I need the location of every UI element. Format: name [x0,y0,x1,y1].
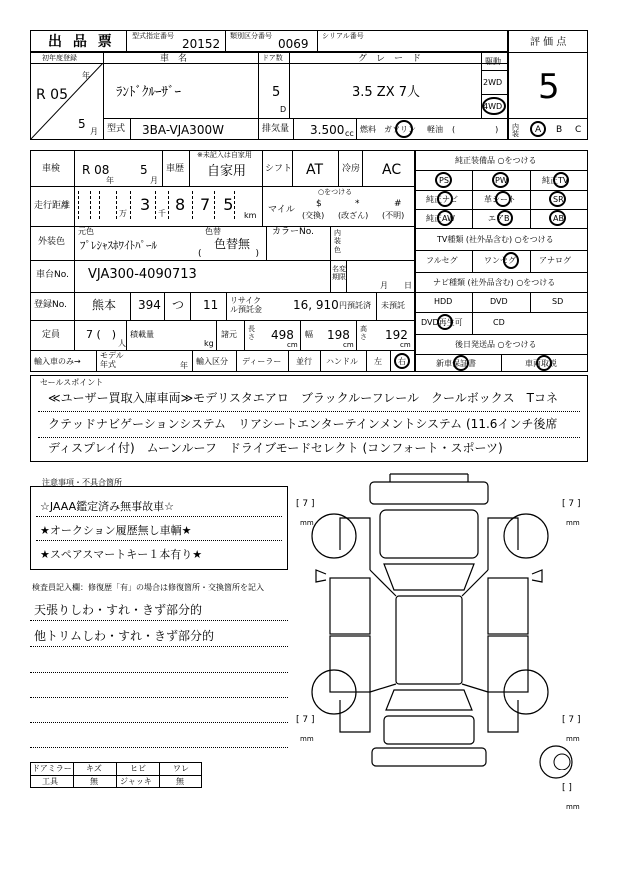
tire-rear-left: [ 7 ] [296,715,315,725]
length-value: 498 [271,328,294,342]
displacement-label: 排気量 [262,124,290,134]
load-unit: kg [204,339,214,348]
drive-4wd: 4WD [483,102,503,111]
recycle-status: 円預託済 [339,301,371,310]
fuel-gasoline: ガソリン [384,125,416,134]
handle-left: 左 [374,357,382,366]
sales-points-label: セールスポイント [40,378,104,387]
equip-ab: AB [553,214,564,223]
doors-suffix: D [280,105,287,114]
paint-value: 色替無 [214,237,251,251]
equip-genuine-navi: 純正ナビ [426,195,458,204]
damage-cell-2: ジャッキ [120,777,152,786]
capacity-value: 7 ( ) [86,328,117,341]
class-number-label: 類別区分番号 [230,32,272,40]
inspector-line-2: 他トリムしわ・すれ・きず部分的 [34,629,215,643]
capacity-unit: 人 [118,339,126,348]
inspector-line-1: 天張りしわ・すれ・きず部分的 [34,603,203,617]
chassis-label: 車台No. [36,270,69,280]
model-label: 型式 [107,124,126,134]
tire-spare: [ ] [562,783,572,793]
mileage-man-unit: 万 [119,209,127,218]
recycle-unpaid: 未預託 [381,301,405,310]
left-rear-door [330,636,370,692]
interior-a: A [535,125,542,135]
fuel-other: ( ) [452,125,499,134]
car-name-value: ﾗﾝﾄﾞｸﾙｰｻﾞｰ [116,85,181,100]
length-unit: cm [287,341,298,349]
serial-label: シリアル番号 [322,32,364,40]
chassis-value: VJA300-4090713 [88,267,197,282]
grade-points-label: 評 価 点 [530,37,567,48]
history-value: 自家用 [207,164,247,179]
doors-label: ドア数 [262,54,283,62]
navi-cd: CD [493,318,505,327]
interior-c: C [575,125,582,135]
tire-spare-unit: mm [566,803,580,811]
notes-line-2: ★オークション履歴無し車輌★ [40,524,192,537]
equip-genuine-aw-circle [437,210,453,226]
type-number-label: 型式指定番号 [132,32,174,40]
reg-class: 394 [138,298,161,312]
interior-b: B [556,125,563,135]
notes-line-3: ★スペアスマートキー１本有り★ [40,548,203,561]
first-reg-year: R 05 [36,87,68,103]
tv-one-seg-circle [503,252,519,269]
first-reg-year-unit: 年 [82,71,90,80]
meter-exchange: (交換) [302,211,325,220]
inspection-date: R 08 [82,163,110,177]
width-unit: cm [343,341,354,349]
right-front-fender [488,518,518,570]
mileage-sen: 8 [175,195,186,214]
fuel-gasoline-circle [395,120,413,138]
equip-pw-circle [492,172,509,188]
tv-type-label: TV種類 (社外品含む) ○をつける [437,235,554,244]
history-note: ※未記入は自家用 [197,151,252,159]
paint-label: 色替 [205,227,221,236]
drive-2wd: 2WD [483,78,503,87]
later-manual: 車両取説 [525,359,557,368]
notes-label: 注意事項・不具合箇所 [42,478,122,487]
tire-rear-right: [ 7 ] [562,715,581,725]
tire-front-left-unit: mm [300,519,314,527]
handle-label: ハンドル [326,357,358,366]
damage-header-3: ワレ [173,764,189,773]
recycle-amount: 16, 910 [293,298,339,312]
notes-line-1: ☆JAAA鑑定済み無事故車☆ [40,500,174,513]
reg-area: 熊本 [92,298,117,312]
mileage-man: 3 [140,195,151,214]
tv-full-seg: フルセグ [426,256,458,265]
displacement-value: 3.500 [310,123,345,137]
left-front-door [330,578,370,634]
navi-sd: SD [552,297,564,306]
windshield [384,564,474,590]
first-reg-month: 5 [78,117,86,131]
import-dealer: ディーラー [242,357,282,366]
tire-front-right: [ 7 ] [562,499,581,509]
width-value: 198 [327,328,350,342]
navi-type-label: ナビ種類 (社外品含む) ○をつける [433,278,556,287]
title-transfer-day: 日 [404,281,412,290]
type-number-value: 20152 [182,37,221,51]
mileage-unit: km [244,211,257,220]
car-diagram [300,470,590,770]
navi-dvd: DVD [490,297,508,306]
sales-points-line-1: ≪ユーザー買取入庫車両≫モデリスタエアロ ブラックルーフレール クールボックス Tコネ [48,391,558,405]
front-bumper [370,482,488,504]
right-mirror [532,570,542,582]
drive-label: 駆動 [485,57,501,66]
meter-tamper: (改ざん) [338,211,369,220]
grade-label: グ レ ー ド [358,54,422,64]
meter-exchange-mark: $ [316,199,322,209]
first-reg-month-unit: 月 [90,127,98,136]
damage-cell-1: 無 [90,777,98,786]
history-label: 車歴 [166,164,185,174]
equip-genuine-navi-circle [437,191,453,207]
fuel-label: 燃料 [360,125,376,134]
equip-ab-circle [549,210,566,226]
width-label: 幅 [305,330,313,339]
class-number-value: 0069 [278,37,309,51]
sales-points-line-3: ディスプレイ付) ムーンルーフ ドライブモードセレクト (コンフォート・スポーツ) [48,441,503,455]
paint-paren: ( ) [198,249,260,259]
damage-cell-0: 工具 [42,777,58,786]
inspection-month-unit: 月 [150,176,158,185]
mileage-sen-unit: 千 [158,209,166,218]
damage-header-2: ヒビ [130,764,146,773]
meter-note: ○をつける [318,188,353,196]
wheel-front-right [504,514,548,558]
handle-right: 右 [398,357,406,366]
grade-points-value: 5 [538,67,560,107]
left-mirror [316,570,326,582]
equip-airbag-circle [497,210,513,226]
length-label: 長さ [248,325,255,342]
equip-sr: SR [553,195,564,204]
meter-unknown: (不明) [382,211,405,220]
equip-leather: 革シート [484,195,516,204]
rear-glass [386,690,472,710]
interior-a-circle [530,121,546,137]
right-rear-fender [488,692,518,732]
navi-hdd: HDD [434,297,453,306]
rear-bumper [372,748,486,766]
inner-color-label: 内装色 [334,229,341,254]
equip-airbag: エアB [488,214,510,223]
mileage-rest: 7 5 [200,195,238,214]
model-year-label: モデル年式 [100,351,124,369]
later-label: 後日発送品 ○をつける [455,340,537,349]
equip-leather-circle [495,191,511,207]
later-warranty-circle [453,355,469,371]
factory-label: 純正装備品 ○をつける [455,156,537,165]
equip-genuine-tv-circle [553,172,569,188]
reg-num: 11 [203,298,219,312]
color-no-label: カラーNo. [272,227,314,237]
fuel-diesel: 軽油 [427,125,443,134]
displacement-unit: cc [345,129,354,138]
import-parallel: 並行 [296,357,312,366]
outer-color-label: 外装色 [38,237,66,247]
orig-color-value: ﾌﾟﾚｼｬｽﾎﾜｲﾄﾊﾟｰﾙ [80,239,157,252]
right-front-door [488,578,528,634]
inspector-label: 検査員記入欄：修復歴「有」の場合は修復箇所・交換箇所を記入 [32,583,264,592]
model-year-unit: 年 [180,361,188,370]
navi-dvd-play: DVD再生可 [421,318,463,327]
damage-cell-3: 無 [176,777,184,786]
wheel-front-left [312,514,356,558]
drive-4wd-circle [482,97,506,115]
tire-rear-left-unit: mm [300,735,314,743]
height-unit: cm [400,341,411,349]
recycle-label: リサイクル預託金 [230,296,262,315]
capacity-label: 定員 [42,330,61,340]
equip-ps: PS [439,176,449,185]
tv-one-seg: ワンセグ [484,256,516,265]
inspection-year-unit: 年 [106,176,114,185]
damage-header-0: ドアミラー [32,764,72,773]
title-transfer-month: 月 [380,281,388,290]
interior-label: 内装 [512,123,519,138]
tire-front-left: [ 7 ] [296,499,315,509]
equip-ps-circle [435,172,452,188]
car-name-label: 車 名 [160,54,188,64]
later-manual-circle [536,355,552,371]
trunk [384,716,474,744]
ac-label: 冷房 [342,164,361,174]
reg-kana: つ [172,298,185,312]
meter-tamper-mark: * [355,199,360,209]
doors-value: 5 [272,85,281,100]
inspection-label: 車検 [42,164,61,174]
ac-value: AC [382,162,402,178]
inspection-month: 5 [140,163,148,177]
sales-points-line-2: クテッドナビゲーションシステム リアシートエンターテインメントシステム (11.6インチ後席 [48,417,558,431]
grade-value: 3.5 ZX 7人 [352,85,421,100]
meter-unknown-mark: # [394,199,402,209]
right-rear-door [488,636,528,692]
later-warranty: 新車保証書 [436,359,476,368]
import-label: 輸入車のみ→ [34,357,81,366]
title-transfer-label: 名変期限 [332,265,346,282]
meter-label: マイル [268,205,295,215]
first-reg-label: 初年度登録 [42,54,77,62]
import-type-label: 輸入区分 [196,357,228,366]
dims-label: 諸元 [221,330,237,339]
equip-genuine-aw: 純正AW [426,214,455,223]
damage-header-1: キズ [86,764,102,773]
equip-pw: PW [495,176,508,185]
mileage-label: 走行距離 [34,201,71,211]
spare-tire [538,744,574,780]
height-value: 192 [385,328,408,342]
sheet-title: 出 品 票 [48,34,115,50]
equip-genuine-tv: 純正TV [542,176,569,185]
orig-color-label: 元色 [78,227,94,236]
load-label: 積載量 [130,330,154,339]
navi-dvd-play-circle [437,314,453,330]
roof [396,596,462,684]
tire-front-right-unit: mm [566,519,580,527]
equip-sr-circle [549,191,566,207]
shift-value: AT [306,162,324,178]
hood [380,510,478,558]
handle-right-circle [394,353,410,369]
tire-rear-right-unit: mm [566,735,580,743]
model-value: 3BA-VJA300W [142,123,224,137]
tv-analog: アナログ [539,256,571,265]
shift-label: シフト [265,164,293,174]
registration-label: 登録No. [34,300,67,310]
height-label: 高さ [360,325,367,342]
